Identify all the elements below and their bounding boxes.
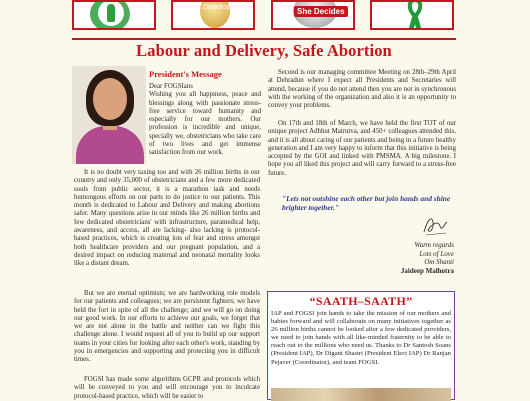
intro-paragraph: Dear FOGSIans Wishing you all happiness, peace and blessings along with passionate stress-free service toward humanity and especially for our mothers. Our profession is incredible and unique, specially we, obstetricians who take care of two lives and get immense satisfaction from our work. <box>149 83 261 157</box>
fogsi-green-logo <box>72 0 156 30</box>
saath-title: “SAATH–SAATH” <box>309 294 413 308</box>
body-paragraph-3: FOGSI has made some algorithms GCPR and protocols which will be conveyed to you and will encourage you to inculcate protocol-based practice, which will be easier to <box>74 376 260 400</box>
signoff <box>360 241 454 275</box>
green-ribbon-logo <box>370 0 454 30</box>
signoff-love: Lots of Love <box>419 249 454 258</box>
right-paragraph-2: On 17th and 18th of March, we have held the first TOT of our unique project Adhhut Matrutva, and 450+ colleagues attended this, and it is all about caring of our patients and being in a future healthy generation and I am very happy to inform that this initiative is being accepted by the GOI and linked with PMSMA. A big milestone. I hope you all liked this project and will carry forward to a stress-free future. <box>268 120 456 177</box>
author-name: Jaideep Malhotra <box>400 266 454 275</box>
she-decides-logo-text: She Decides <box>294 6 348 17</box>
body-paragraph-2: But we are eternal optimists; we are hardworking role models for our patients and colleagues; we are persistent fighters; we have held the fort in spite of all the challenge; and we will go on doing our good work. In our efforts to achieve our goals, we forget that we are not alone in the battle and neither can we fight this challenge alone. I would request all of you to build up our support teams in your cities for looking after each other's work, standing by you in emergencies and supporting and protecting you in difficult times. <box>74 290 260 364</box>
signoff-regards: Warm regards <box>414 241 454 249</box>
signoff-shanti: Om Shanti <box>424 258 454 267</box>
saath-saath-box <box>267 291 455 400</box>
saath-paragraph: IAP and FOGSI join hands to take the mission of our mothers and babies forward and will collaborate on many initiatives together as 26 million births cannot be looked after a few dedicated providers, we need to join hands with all like-minded fraternity to be able to reach out to the millions who need us. Thanks to Dr Santosh Soans (President IAP), Dr Digant Shastri (President Elect IAP) Dr Ranjan Pejaver (Coordinator), and team FOGSI. <box>271 310 451 366</box>
right-paragraph-1: Second is our managing committee Meeting on 28th–29th April at Dehradun where I expect all Presidents and Secretaries will attend, because if you do not attend then you are not in synchronous with the working of the organization and also it is an opportunity to convey your problems. <box>268 69 456 110</box>
page-title: Labour and Delivery, Safe Abortion <box>136 41 392 60</box>
logo-strip <box>0 0 530 34</box>
title-rule <box>72 38 456 40</box>
saath-group-photo <box>271 388 451 401</box>
pull-quote: "Lets not outshine each other but join hands and shine brighter together." <box>282 194 451 212</box>
president-photo <box>72 66 146 164</box>
section-heading: President's Message <box>149 69 222 79</box>
dewdrop-logo <box>171 0 255 30</box>
ribbon-icon <box>404 0 426 30</box>
she-decides-logo <box>271 0 355 30</box>
dewdrop-logo-text: Dewdrop <box>203 4 232 11</box>
body-paragraph-1: It is no doubt very taxing too and with 26 million births in our country and only 35,000 of obstetricians and a few more dedicated souls from public sector, it is a marathon task and needs humongous efforts on our parts to do justice to our patients. This month is dedicated to Labour and Delivery and making abortions safer. Many questions arise in our minds like 26 million births and few dedicated obstetricians' with infrastructure, paramedical help, awareness, and access, all are lacking- also lacking is protocol-based practices, which is creating lots of fear and stress amongst both healthcare providers and our pregnant population, and a desired impact on reducing maternal and neonatal mortality looks like a distant dream. <box>74 169 260 268</box>
signature-icon <box>420 212 450 238</box>
